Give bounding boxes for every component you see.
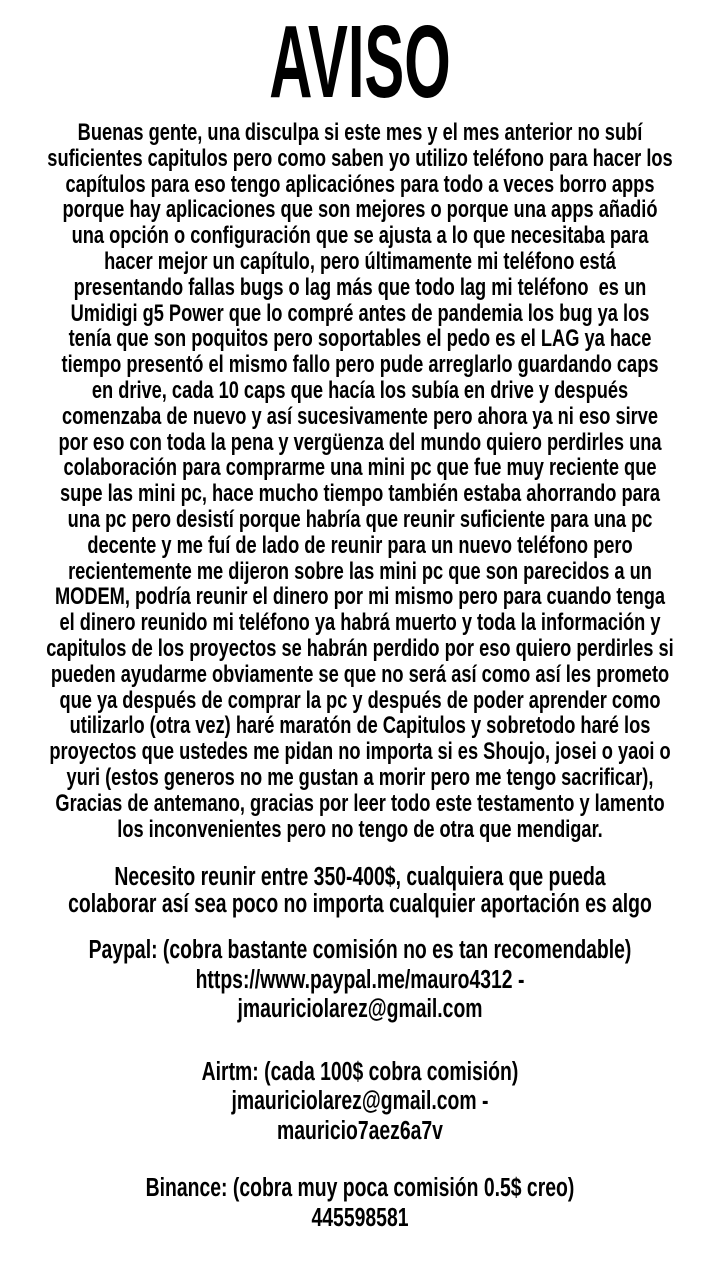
text-line: 445598581 xyxy=(311,1203,409,1232)
notice-title: AVISO xyxy=(269,4,451,119)
text-line: comenzaba de nuevo y así sucesivamente pero ahora ya ni eso sirve xyxy=(61,402,659,430)
text-line: Airtm: (cada 100$ cobra comisión) xyxy=(201,1057,519,1086)
text-line: colaboración para comprarme una mini pc que fue muy reciente que xyxy=(63,454,657,482)
binance-section xyxy=(0,1174,720,1233)
text-line: una opción o configuración que se ajusta a lo que necesitaba para xyxy=(71,222,649,250)
donation-amount-summary xyxy=(0,864,720,918)
text-line: pueden ayudarme obviamente se que no será así como así les prometo xyxy=(50,660,670,688)
text-line: supe las mini pc, hace mucho tiempo también estaba ahorrando para xyxy=(59,480,661,508)
text-line: jmauriciolarez@gmail.com - xyxy=(231,1087,489,1116)
text-line: capítulos para eso tengo aplicaciónes para todo a veces borro apps xyxy=(65,170,655,198)
text-line: hacer mejor un capítulo, pero últimamente mi teléfono está xyxy=(104,247,616,275)
text-line: https://www.paypal.me/mauro4312 - xyxy=(195,965,525,994)
text-line: en drive, cada 10 caps que hacía los subía en drive y después xyxy=(91,376,629,404)
text-line: tenía que son poquitos pero soportables el pedo es el LAG ya hace xyxy=(68,325,652,353)
text-line: MODEM, podría reunir el dinero por mi mismo pero para cuando tenga xyxy=(54,583,666,611)
text-line: Necesito reunir entre 350-400$, cualquiera que pueda xyxy=(114,863,606,892)
text-line: yuri (estos generos no me gustan a morir pero me tengo sacrificar), xyxy=(66,763,654,791)
text-line: tiempo presentó el mismo fallo pero pude arreglarlo guardando caps xyxy=(61,351,659,379)
notice-body xyxy=(0,120,720,842)
text-line: que ya después de comprar la pc y después de poder aprender como xyxy=(59,686,661,714)
text-line: porque hay aplicaciones que son mejores o porque una apps añadió xyxy=(62,196,658,224)
text-line: Paypal: (cobra bastante comisión no es tan recomendable) xyxy=(88,936,632,965)
text-line: recientemente me dijeron sobre las mini pc que son parecidos a un xyxy=(68,557,652,585)
text-line: por eso con toda la pena y vergüenza del mundo quiero perdirles una xyxy=(58,428,662,456)
text-line: Binance: (cobra muy poca comisión 0.5$ creo) xyxy=(145,1174,575,1203)
text-line: capitulos de los proyectos se habrán perdido por eso quiero perdirles si xyxy=(46,634,674,662)
text-line: decente y me fuí de lado de reunir para un nuevo teléfono pero xyxy=(87,531,633,559)
text-line: los inconvenientes pero no tengo de otra que mendigar. xyxy=(117,815,603,843)
airtm-section xyxy=(0,1058,720,1147)
text-line: jmauriciolarez@gmail.com xyxy=(237,995,483,1024)
text-line: mauricio7aez6a7v xyxy=(277,1116,443,1145)
text-line: utilizarlo (otra vez) haré maratón de Capitulos y sobretodo haré los xyxy=(69,712,651,740)
text-line: proyectos que ustedes me pidan no importa si es Shoujo, josei o yaoi o xyxy=(49,738,671,766)
text-line: Umidigi g5 Power que lo compré antes de pandemia los bug ya los xyxy=(70,299,650,327)
text-line: presentando fallas bugs o lag más que todo lag mi teléfono es un xyxy=(73,273,647,301)
text-line: el dinero reunido mi teléfono ya habrá muerto y toda la información y xyxy=(59,609,661,637)
text-line: una pc pero desistí porque habría que reunir suficiente para una pc xyxy=(67,505,653,533)
text-line: suficientes capitulos pero como saben yo utilizo teléfono para hacer los xyxy=(47,144,673,172)
text-line: colaborar así sea poco no importa cualquier aportación es algo xyxy=(68,890,652,919)
paypal-section xyxy=(0,936,720,1025)
text-line: Buenas gente, una disculpa si este mes y el mes anterior no subí xyxy=(77,119,643,146)
text-line: Gracias de antemano, gracias por leer todo este testamento y lamento xyxy=(55,789,665,817)
